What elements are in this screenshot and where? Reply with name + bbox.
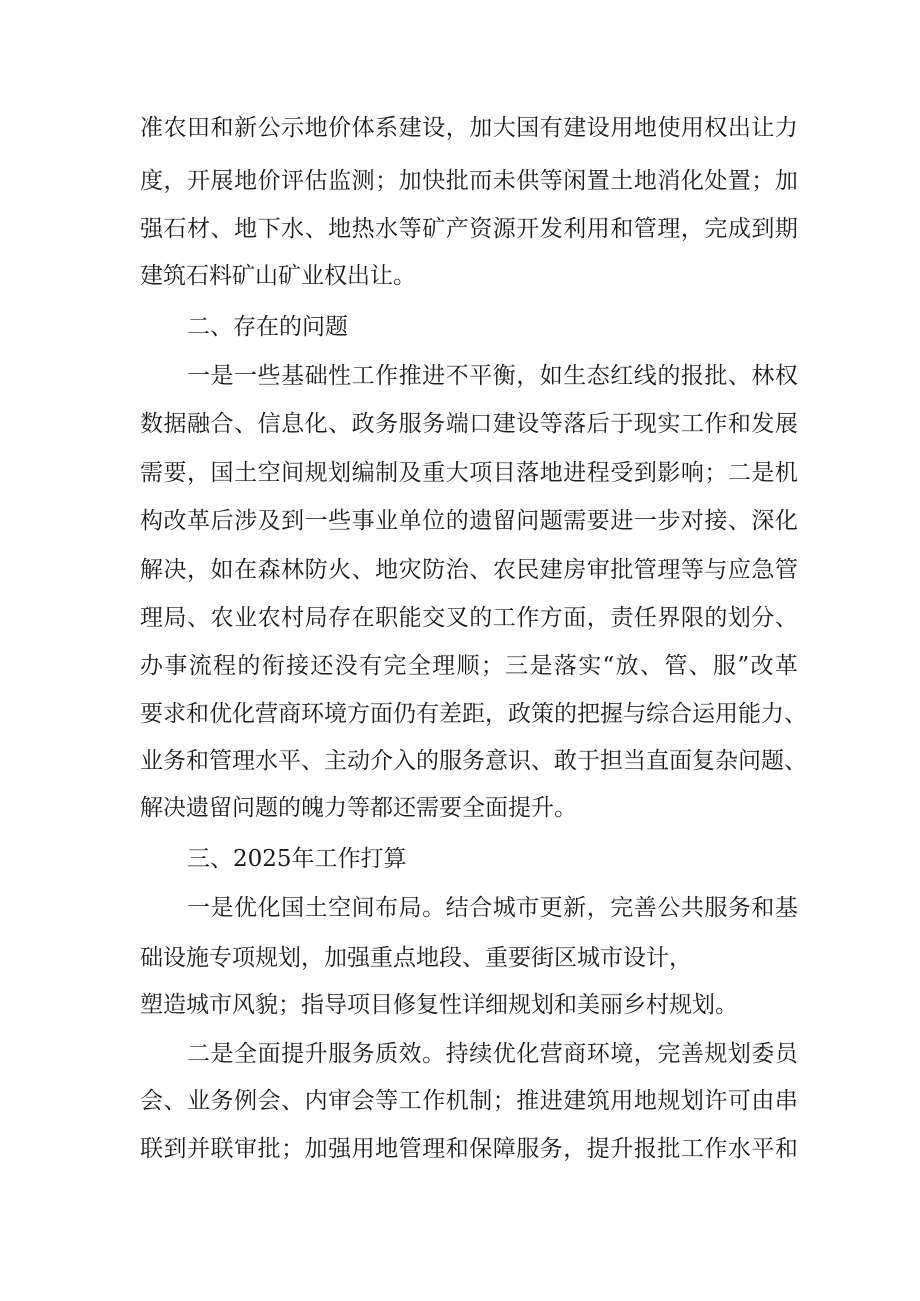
body-text-line: 业 务 和 管 理 水 平 、 主 动 介 入 的 服 务 意 识 、 敢 于 担 当 直 面 复 杂 问 题 、 — [140, 748, 807, 774]
section-heading: 二、存在的问题 — [187, 314, 348, 340]
body-text-line: 办 事 流 程 的 衔 接 还 没 有 完 全 理 顺 ； 三 是 落 实 “ 放 、 管 、 服 ” 改 革 — [140, 653, 798, 679]
body-text-line: 建筑石料矿山矿业权出让。 — [140, 263, 416, 289]
body-text-line: 联 到 并 联 审 批 ； 加 强 用 地 管 理 和 保 障 服 务 ， 提 升 报 批 工 作 水 平 和 — [140, 1136, 798, 1162]
paragraph-first-line: 一 是 优 化 国 土 空 间 布 局 。 结 合 城 市 更 新 ， 完 善 公 共 服 务 和 基 — [187, 895, 798, 921]
section-heading: 三、2025年工作打算 — [187, 846, 407, 872]
paragraph-first-line: 一 是 一 些 基 础 性 工 作 推 进 不 平 衡 ， 如 生 态 红 线 的 报 批 、 林 权 — [187, 363, 798, 389]
body-text-line: 度 ， 开 展 地 价 评 估 监 测 ； 加 快 批 而 未 供 等 闲 置 土 地 消 化 处 置 ； 加 — [140, 168, 798, 194]
body-text-line: 理 局 、 农 业 农 村 局 存 在 职 能 交 叉 的 工 作 方 面 ， 责 任 界 限 的 划 分 、 — [140, 605, 798, 631]
body-text-line: 强 石 材 、 地 下 水 、 地 热 水 等 矿 产 资 源 开 发 利 用 和 管 理 ， 完 成 到 期 — [140, 216, 798, 242]
body-text-line: 数 据 融 合 、 信 息 化 、 政 务 服 务 端 口 建 设 等 落 后 于 现 实 工 作 和 发 展 — [140, 411, 798, 437]
body-text-line: 准 农 田 和 新 公 示 地 价 体 系 建 设 ， 加 大 国 有 建 设 用 地 使 用 权 出 让 力 — [140, 115, 798, 141]
body-text-line: 解 决 ， 如 在 森 林 防 火 、 地 灾 防 治 、 农 民 建 房 审 批 管 理 等 与 应 急 管 — [140, 557, 798, 583]
body-text-line: 塑造城市风貌；指导项目修复性详细规划和美丽乡村规划。 — [140, 992, 738, 1018]
body-text-line: 会 、 业 务 例 会 、 内 审 会 等 工 作 机 制 ； 推 进 建 筑 用 地 规 划 许 可 由 串 — [140, 1088, 798, 1114]
paragraph-first-line: 二 是 全 面 提 升 服 务 质 效 。 持 续 优 化 营 商 环 境 ， 完 善 规 划 委 员 — [187, 1041, 798, 1067]
body-text-line: 解决遗留问题的魄力等都还需要全面提升。 — [140, 795, 577, 821]
body-text-line: 要 求 和 优 化 营 商 环 境 方 面 仍 有 差 距 ， 政 策 的 把 握 与 综 合 运 用 能 力 、 — [140, 701, 807, 727]
body-text-line: 构 改 革 后 涉 及 到 一 些 事 业 单 位 的 遗 留 问 题 需 要 进 一 步 对 接 、 深 化 — [140, 508, 798, 534]
body-text-line: 需 要 ， 国 土 空 间 规 划 编 制 及 重 大 项 目 落 地 进 程 受 到 影 响 ； 二 是 机 — [140, 460, 798, 486]
body-text-line: 础设施专项规划，加强重点地段、重要街区城市设计， — [140, 945, 692, 971]
